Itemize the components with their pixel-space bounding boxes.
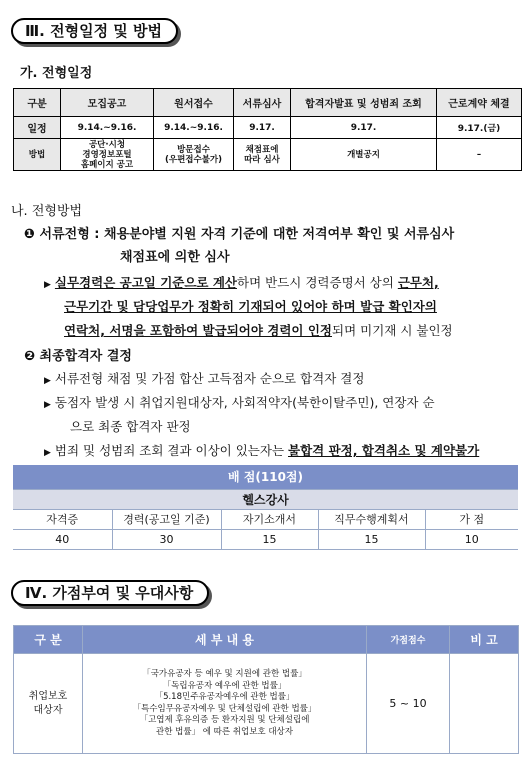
score-value: 30 xyxy=(112,529,221,549)
score-col-header: 직무수행계획서 xyxy=(318,509,425,529)
bullet-ranking xyxy=(44,369,364,387)
bullet-text: 동점자 발생 시 취업지원대상자, 사회적약자(북한이탈주민), 연장자 순 xyxy=(54,395,435,410)
cell-line: 취업보호 xyxy=(28,690,68,702)
method-item-2-text: 최종합격자 결정 xyxy=(39,349,132,364)
section-4-title: Ⅳ. 가점부여 및 우대사항 xyxy=(11,580,209,606)
preference-details xyxy=(83,654,367,754)
law-line: 「고엽제 후유의증 등 환자지원 및 단체설립에 xyxy=(139,715,310,725)
triangle-bullet-icon: ▶ xyxy=(44,376,51,386)
cell-line: 공단·시청 xyxy=(88,139,126,150)
law-line: 「국가유공자 등 예우 및 지원에 관한 법률」 xyxy=(142,669,307,679)
schedule-header-cell: 모집공고 xyxy=(61,89,154,117)
cell-line: – xyxy=(476,149,482,160)
cell-line: 홈페이지 공고 xyxy=(80,159,134,170)
bullet-text: 하며 반드시 경력증명서 상의 xyxy=(237,275,398,290)
bullet-tie xyxy=(44,393,435,411)
schedule-header-cell: 서류심사 xyxy=(234,89,291,117)
bullet-crime-check xyxy=(44,441,479,459)
score-col-header: 경력(공고일 기준) xyxy=(112,509,221,529)
method-item-1-text: 서류전형 : 채용분야별 지원 자격 기준에 대한 저격여부 확인 및 서류심사 xyxy=(39,227,455,242)
circled-number-2-icon: ❷ xyxy=(24,349,36,364)
schedule-header-cell: 원서접수 xyxy=(154,89,234,117)
schedule-table xyxy=(13,88,522,171)
cell-line: 경영정보포털 xyxy=(82,149,132,160)
preference-header-cell: 구 분 xyxy=(14,626,83,654)
schedule-header-cell: 합격자발표 및 성범죄 조회 xyxy=(291,89,437,117)
triangle-bullet-icon: ▶ xyxy=(44,448,51,458)
schedule-cell: 9.17. xyxy=(291,117,437,139)
score-position-row xyxy=(13,489,518,509)
cell-line: 개별공지 xyxy=(347,149,380,160)
preference-header-row xyxy=(14,626,519,654)
law-line: 「특수임무유공자예우 및 단체설립에 관한 법률」 xyxy=(132,703,317,714)
score-col-header: 자격증 xyxy=(13,509,112,529)
score-value: 15 xyxy=(221,529,318,549)
cell-line: 대상자 xyxy=(33,704,63,716)
law-line: 관한 법률」 에 따른 취업보호 대상자 xyxy=(156,726,293,737)
schedule-cell xyxy=(154,139,234,171)
score-value: 15 xyxy=(318,529,425,549)
preference-category xyxy=(14,654,83,754)
bullet-text-underlined: 근무처, xyxy=(397,275,439,290)
circled-number-1-icon: ❶ xyxy=(24,227,36,242)
bullet-text-underlined: 연락처, 서명을 포함하여 발급되어야 경력이 인정 xyxy=(64,323,333,338)
method-item-1-cont: 채점표에 의한 심사 xyxy=(120,250,230,265)
cell-line: (우편접수불가) xyxy=(164,154,223,165)
schedule-cell xyxy=(437,139,522,171)
preference-table xyxy=(13,625,519,754)
bullet-text: 되며 미기재 시 불인정 xyxy=(332,323,453,338)
score-value: 40 xyxy=(13,529,112,549)
bullet-text: 서류전형 채점 및 가점 합산 고득점자 순으로 합격자 결정 xyxy=(54,371,365,386)
method-item-2 xyxy=(24,345,132,364)
score-value: 10 xyxy=(425,529,518,549)
law-line: 「5.18민주유공자예우에 관한 법률」 xyxy=(154,692,295,702)
bullet-tie-line2: 으로 최종 합격자 판정 xyxy=(70,419,191,434)
score-col-header: 자기소개서 xyxy=(221,509,318,529)
schedule-cell: 9.14.~9.16. xyxy=(154,117,234,139)
bullet-experience-line3 xyxy=(64,321,453,339)
preference-note xyxy=(450,654,519,754)
score-total-header: 배 점(110점) xyxy=(13,465,518,489)
schedule-row-label: 방법 xyxy=(14,139,61,171)
subsection-a-title: 가. 전형일정 xyxy=(20,66,93,81)
preference-points: 5 ~ 10 xyxy=(367,654,450,754)
cell-line: 따라 심사 xyxy=(244,154,280,165)
schedule-method-row xyxy=(14,139,522,171)
section-3-title: Ⅲ. 전형일정 및 방법 xyxy=(11,18,178,44)
law-line: 「독립유공자 예우에 관한 법률」 xyxy=(162,680,287,691)
preference-row xyxy=(14,654,519,754)
score-table xyxy=(13,465,518,550)
score-header-row xyxy=(13,465,518,489)
bullet-text-underlined: 실무경력은 공고일 기준으로 계산 xyxy=(54,275,238,290)
schedule-cell: 9.17. xyxy=(234,117,291,139)
score-columns-row xyxy=(13,509,518,529)
bullet-text-underlined: 불합격 판정, 합격취소 및 계약불가 xyxy=(288,443,480,458)
subsection-b-title: 나. 전형방법 xyxy=(11,204,83,219)
score-values-row xyxy=(13,529,518,549)
triangle-bullet-icon: ▶ xyxy=(44,280,51,290)
cell-line: 방문접수 xyxy=(177,144,210,155)
schedule-date-row xyxy=(14,117,522,139)
schedule-header-cell: 구분 xyxy=(14,89,61,117)
schedule-header-row xyxy=(14,89,522,117)
schedule-header-cell: 근로계약 체결 xyxy=(437,89,522,117)
bullet-text: 범죄 및 성범죄 조회 결과 이상이 있는자는 xyxy=(54,443,288,458)
schedule-row-label: 일정 xyxy=(14,117,61,139)
bullet-experience xyxy=(44,273,439,291)
schedule-cell xyxy=(61,139,154,171)
score-position: 헬스강사 xyxy=(13,489,518,509)
triangle-bullet-icon: ▶ xyxy=(44,400,51,410)
cell-line: 채점표에 xyxy=(245,144,279,155)
score-col-header: 가 점 xyxy=(425,509,518,529)
schedule-cell xyxy=(234,139,291,171)
method-item-1 xyxy=(24,223,454,242)
preference-header-cell: 세 부 내 용 xyxy=(83,626,367,654)
schedule-cell xyxy=(291,139,437,171)
schedule-cell: 9.14.~9.16. xyxy=(61,117,154,139)
preference-header-cell: 비 고 xyxy=(450,626,519,654)
preference-header-cell: 가점점수 xyxy=(367,626,450,654)
bullet-experience-line2: 근무기간 및 담당업무가 정확히 기재되어 있어야 하며 발급 확인자의 xyxy=(64,299,437,314)
schedule-cell: 9.17.(금) xyxy=(437,117,522,139)
